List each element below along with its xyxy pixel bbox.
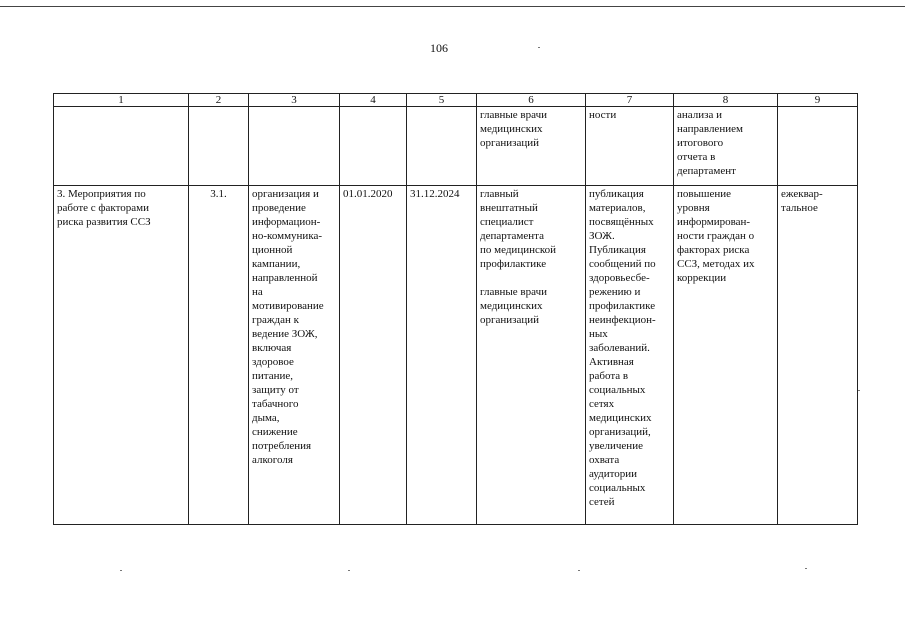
- scan-speck: [578, 570, 580, 571]
- table-cell: [54, 107, 189, 186]
- scan-speck: [348, 570, 350, 571]
- table-cell: [189, 107, 249, 186]
- section-title-cell: 3. Мероприятия по работе с факторами риска развития ССЗ: [54, 186, 189, 525]
- column-header: 4: [340, 94, 407, 107]
- table-cell: [340, 107, 407, 186]
- table-cell: [778, 107, 858, 186]
- scan-speck: [538, 47, 540, 48]
- scan-speck: [120, 570, 122, 571]
- end-date-cell: 31.12.2024: [407, 186, 477, 525]
- column-header: 8: [674, 94, 778, 107]
- responsible-cell: главный внештатный специалист департамента по медицинской профилактике главные врачи медицинских организаций: [477, 186, 586, 525]
- scan-speck: [858, 390, 860, 391]
- executors-cell: главные врачи медицинских организаций: [477, 107, 586, 186]
- column-header: 7: [586, 94, 674, 107]
- top-border-line: [0, 6, 905, 7]
- periodicity-cell: ежеквар- тальное: [778, 186, 858, 525]
- expected-result-cell: повышение уровня информирован- ности граждан о факторах риска ССЗ, методах их коррекции: [674, 186, 778, 525]
- column-header: 2: [189, 94, 249, 107]
- table-cell: [407, 107, 477, 186]
- indicator-cell: ности: [586, 107, 674, 186]
- activity-description-cell: организация и проведение информацион- но-коммуника- ционной кампании, направленной на мотивирование граждан к ведение ЗОЖ, включая здоровое питание, защиту от табачного дыма, снижение потребления алкоголя: [249, 186, 340, 525]
- activity-row: [54, 186, 858, 525]
- column-header: 5: [407, 94, 477, 107]
- page-number: 106: [430, 41, 448, 55]
- activities-table: [53, 93, 858, 525]
- table-cell: [249, 107, 340, 186]
- column-header: 1: [54, 94, 189, 107]
- item-number-cell: 3.1.: [189, 186, 249, 525]
- column-header: 6: [477, 94, 586, 107]
- continuation-row: [54, 107, 858, 186]
- column-header: 9: [778, 94, 858, 107]
- indicator-cell: публикация материалов, посвящённых ЗОЖ. Публикация сообщений по здоровьесбе- режению и профилактике неинфекцион- ных заболеваний. Активная работа в социальных сетях медицинских организаций, увеличение охвата аудитории социальных сетей: [586, 186, 674, 525]
- column-header: 3: [249, 94, 340, 107]
- header-row: [54, 94, 858, 107]
- scan-speck: [805, 568, 807, 569]
- start-date-cell: 01.01.2020: [340, 186, 407, 525]
- result-cell: анализа и направлением итогового отчета в департамент: [674, 107, 778, 186]
